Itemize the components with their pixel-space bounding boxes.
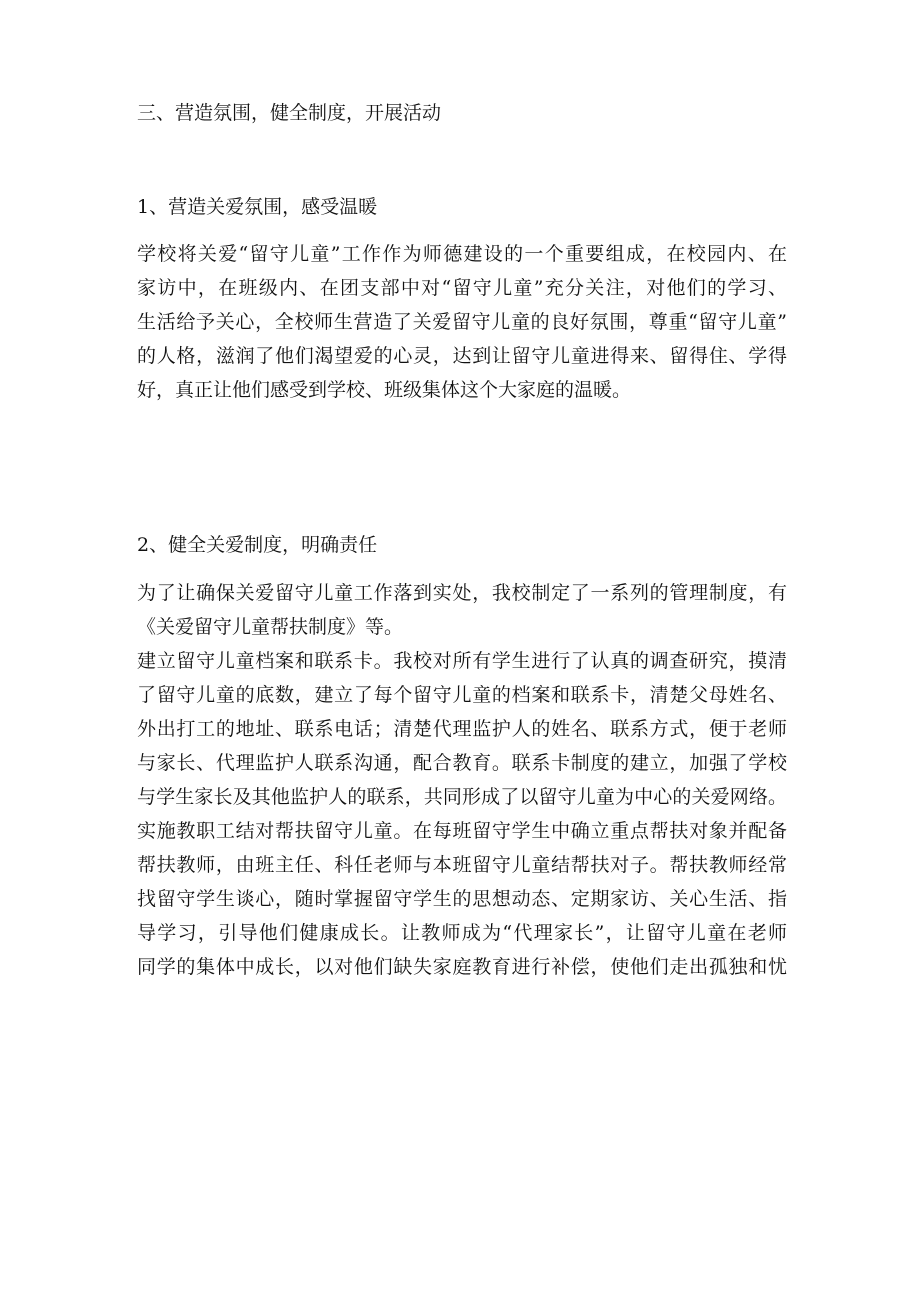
paragraph-line: 的人格，滋润了他们渴望爱的心灵，达到让留守儿童进得来、留得住、学得 (137, 345, 787, 367)
paragraph-line: 同学的集体中成长，以对他们缺失家庭教育进行补偿，使他们走出孤独和忧 (137, 956, 787, 978)
subsection-1-paragraph (137, 237, 787, 407)
paragraph-line: 实施教职工结对帮扶留守儿童。在每班留守学生中确立重点帮扶对象并配备 (137, 820, 787, 842)
subsection-1-title (137, 190, 787, 224)
paragraph-line: 学校将关爱“留守儿童”工作作为师德建设的一个重要组成，在校园内、在 (137, 243, 787, 265)
subsection-2-title (137, 528, 787, 562)
paragraph-line: 《关爱留守儿童帮扶制度》等。 (137, 616, 404, 638)
subsection-1-title-text: 1、营造关爱氛围，感受温暖 (137, 196, 378, 218)
paragraph-line: 找留守学生谈心，随时掌握留守学生的思想动态、定期家访、关心生活、指 (137, 888, 787, 910)
subsection-2-title-text: 2、健全关爱制度，明确责任 (137, 534, 378, 556)
subsection-2-paragraph (137, 576, 787, 984)
paragraph-line: 导学习，引导他们健康成长。让教师成为“代理家长”，让留守儿童在老师 (137, 922, 787, 944)
section-title (137, 96, 787, 130)
paragraph-line: 帮扶教师，由班主任、科任老师与本班留守儿童结帮扶对子。帮扶教师经常 (137, 854, 787, 876)
paragraph-line: 与学生家长及其他监护人的联系，共同形成了以留守儿童为中心的关爱网络。 (137, 786, 787, 808)
paragraph-line: 了留守儿童的底数，建立了每个留守儿童的档案和联系卡，清楚父母姓名、 (137, 684, 787, 706)
paragraph-line: 外出打工的地址、联系电话；清楚代理监护人的姓名、联系方式，便于老师 (137, 718, 787, 740)
section-title-text: 三、营造氛围，健全制度，开展活动 (137, 102, 442, 124)
paragraph-line: 为了让确保关爱留守儿童工作落到实处，我校制定了一系列的管理制度，有 (137, 582, 787, 604)
paragraph-line: 与家长、代理监护人联系沟通，配合教育。联系卡制度的建立，加强了学校 (137, 752, 787, 774)
paragraph-line: 家访中，在班级内、在团支部中对“留守儿童”充分关注，对他们的学习、 (137, 277, 787, 299)
paragraph-line: 建立留守儿童档案和联系卡。我校对所有学生进行了认真的调查研究，摸清 (137, 650, 787, 672)
paragraph-line: 好，真正让他们感受到学校、班级集体这个大家庭的温暖。 (137, 379, 632, 401)
paragraph-line: 生活给予关心，全校师生营造了关爱留守儿童的良好氛围，尊重“留守儿童” (137, 311, 787, 333)
